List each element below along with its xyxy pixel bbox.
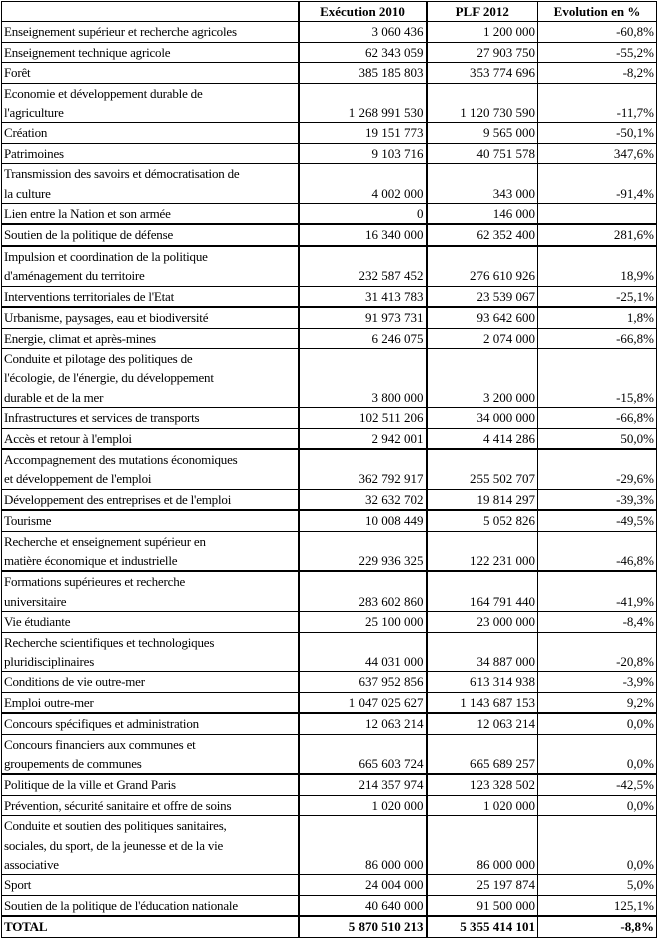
plf-2012-cell: 146 000 — [427, 204, 538, 225]
evolution-cell: -50,1% — [538, 123, 657, 143]
row-label-line: Accompagnement des mutations économiques — [4, 451, 238, 467]
evolution-cell: -66,8% — [538, 328, 657, 348]
row-label-line: l'agriculture — [4, 105, 64, 121]
plf-2012-cell: 343 000 — [427, 164, 538, 204]
execution-2010-cell: 4 002 000 — [299, 164, 427, 204]
row-label-line: Sport — [4, 877, 32, 893]
row-label-line: Energie, climat et après-mines — [4, 330, 156, 346]
row-label-line: Forêt — [4, 65, 31, 81]
plf-2012-cell: 1 200 000 — [427, 22, 538, 42]
execution-2010-cell: 3 800 000 — [299, 348, 427, 407]
row-label-line: Concours financiers aux communes et — [4, 736, 196, 752]
plf-2012-cell: 255 502 707 — [427, 449, 538, 489]
table-row — [2, 571, 657, 611]
table-row — [2, 408, 657, 428]
plf-2012-cell: 164 791 440 — [427, 571, 538, 611]
plf-2012-cell: 1 120 730 590 — [427, 83, 538, 123]
table-row — [2, 816, 657, 875]
row-label — [2, 224, 299, 245]
row-label — [2, 632, 299, 672]
plf-2012-cell: 1 143 687 153 — [427, 692, 538, 713]
execution-2010-cell: 665 603 724 — [299, 734, 427, 774]
row-label-line: Soutien de la politique de défense — [4, 227, 174, 243]
table-row — [2, 449, 657, 489]
row-label-line: Conditions de vie outre-mer — [4, 674, 145, 690]
evolution-cell: -49,5% — [538, 510, 657, 531]
row-label-line: Enseignement technique agricole — [4, 44, 171, 60]
row-label-line: sociales, du sport, de la jeunesse et de la vie — [4, 837, 224, 853]
row-label — [2, 774, 299, 795]
table-row — [2, 875, 657, 895]
row-label-line: Infrastructures et services de transports — [4, 410, 200, 426]
plf-2012-cell: 93 642 600 — [427, 307, 538, 328]
row-label — [2, 734, 299, 774]
table-row — [2, 143, 657, 163]
plf-2012-cell: 91 500 000 — [427, 895, 538, 916]
row-label-line: Politique de la ville et Grand Paris — [4, 777, 176, 793]
plf-2012-cell: 276 610 926 — [427, 246, 538, 286]
row-label-line: Création — [4, 125, 48, 141]
row-label-line: matière économique et industrielle — [4, 552, 178, 568]
table-row — [2, 123, 657, 143]
plf-2012-cell: 34 887 000 — [427, 632, 538, 672]
execution-2010-cell: 91 973 731 — [299, 307, 427, 328]
plf-2012-cell: 2 074 000 — [427, 328, 538, 348]
execution-2010-cell: 40 640 000 — [299, 895, 427, 916]
execution-2010-cell: 2 942 001 — [299, 428, 427, 449]
plf-2012-cell: 613 314 938 — [427, 672, 538, 692]
row-label — [2, 612, 299, 632]
row-label — [2, 489, 299, 510]
evolution-cell: -15,8% — [538, 348, 657, 407]
row-label-line: Concours spécifiques et administration — [4, 716, 199, 732]
row-label — [2, 449, 299, 489]
evolution-cell: 281,6% — [538, 224, 657, 245]
evolution-cell: -42,5% — [538, 774, 657, 795]
row-label-line: Impulsion et coordination de la politique — [4, 248, 208, 264]
row-label-line: Transmission des savoirs et démocratisation de — [4, 166, 240, 182]
row-label-line: Enseignement supérieur et recherche agricoles — [4, 24, 237, 40]
evolution-cell: -91,4% — [538, 164, 657, 204]
evolution-cell — [538, 204, 657, 225]
execution-2010-cell: 0 — [299, 204, 427, 225]
row-label-line: et développement de l'emploi — [4, 471, 152, 487]
row-label — [2, 816, 299, 875]
row-label — [2, 531, 299, 571]
plf-2012-cell: 1 020 000 — [427, 795, 538, 815]
evolution-cell: 5,0% — [538, 875, 657, 895]
row-label — [2, 795, 299, 815]
row-label — [2, 22, 299, 42]
execution-2010-cell: 102 511 206 — [299, 408, 427, 428]
total-plf-2012: 5 355 414 101 — [427, 916, 538, 937]
plf-2012-cell: 25 197 874 — [427, 875, 538, 895]
table-row — [2, 328, 657, 348]
plf-2012-cell: 9 565 000 — [427, 123, 538, 143]
row-label — [2, 571, 299, 611]
total-label: TOTAL — [2, 916, 299, 937]
row-label-line: Interventions territoriales de l'Etat — [4, 288, 175, 304]
execution-2010-cell: 214 357 974 — [299, 774, 427, 795]
table-row — [2, 734, 657, 774]
plf-2012-cell: 123 328 502 — [427, 774, 538, 795]
plf-2012-cell: 62 352 400 — [427, 224, 538, 245]
evolution-cell: -66,8% — [538, 408, 657, 428]
execution-2010-cell: 86 000 000 — [299, 816, 427, 875]
execution-2010-cell: 9 103 716 — [299, 143, 427, 163]
table-row — [2, 348, 657, 407]
row-label — [2, 875, 299, 895]
execution-2010-cell: 62 343 059 — [299, 42, 427, 62]
execution-2010-cell: 16 340 000 — [299, 224, 427, 245]
row-label-line: Recherche et enseignement supérieur en — [4, 533, 206, 549]
evolution-cell: 347,6% — [538, 143, 657, 163]
evolution-cell: -60,8% — [538, 22, 657, 42]
execution-2010-cell: 1 020 000 — [299, 795, 427, 815]
row-label — [2, 204, 299, 225]
evolution-cell: -8,2% — [538, 63, 657, 83]
row-label — [2, 307, 299, 328]
row-label — [2, 895, 299, 916]
execution-2010-cell: 10 008 449 — [299, 510, 427, 531]
evolution-cell: 0,0% — [538, 713, 657, 734]
table-body — [2, 22, 657, 916]
table-row — [2, 672, 657, 692]
row-label — [2, 328, 299, 348]
row-label — [2, 713, 299, 734]
plf-2012-cell: 86 000 000 — [427, 816, 538, 875]
execution-2010-cell: 1 047 025 627 — [299, 692, 427, 713]
total-execution-2010: 5 870 510 213 — [299, 916, 427, 937]
row-label-line: d'aménagement du territoire — [4, 268, 145, 284]
execution-2010-cell: 31 413 783 — [299, 286, 427, 307]
row-label — [2, 164, 299, 204]
row-label-line: Conduite et pilotage des politiques de — [4, 350, 193, 366]
table-row — [2, 286, 657, 307]
plf-2012-cell: 23 539 067 — [427, 286, 538, 307]
table-row — [2, 42, 657, 62]
evolution-cell: -41,9% — [538, 571, 657, 611]
execution-2010-cell: 229 936 325 — [299, 531, 427, 571]
plf-2012-cell: 353 774 696 — [427, 63, 538, 83]
budget-table — [1, 1, 657, 938]
row-label — [2, 428, 299, 449]
row-label-line: Economie et développement durable de — [4, 85, 203, 101]
evolution-cell: -25,1% — [538, 286, 657, 307]
total-evolution: -8,8% — [538, 916, 657, 937]
plf-2012-cell: 3 200 000 — [427, 348, 538, 407]
table-row — [2, 428, 657, 449]
table-row — [2, 774, 657, 795]
execution-2010-cell: 24 004 000 — [299, 875, 427, 895]
row-label — [2, 143, 299, 163]
row-label — [2, 42, 299, 62]
table-row — [2, 63, 657, 83]
plf-2012-cell: 27 903 750 — [427, 42, 538, 62]
row-label-line: pluridisciplinaires — [4, 654, 95, 669]
evolution-cell: 1,8% — [538, 307, 657, 328]
total-row — [2, 916, 657, 937]
execution-2010-cell: 362 792 917 — [299, 449, 427, 489]
row-label-line: Développement des entreprises et de l'emploi — [4, 491, 232, 507]
row-label — [2, 83, 299, 123]
execution-2010-cell: 12 063 214 — [299, 713, 427, 734]
row-label-line: universitaire — [4, 593, 67, 609]
row-label-line: durable et de la mer — [4, 389, 104, 405]
row-label — [2, 510, 299, 531]
execution-2010-cell: 283 602 860 — [299, 571, 427, 611]
evolution-cell: 0,0% — [538, 816, 657, 875]
table-row — [2, 795, 657, 815]
execution-2010-cell: 25 100 000 — [299, 612, 427, 632]
row-label-line: Accès et retour à l'emploi — [4, 430, 132, 446]
evolution-cell: 0,0% — [538, 795, 657, 815]
table-row — [2, 307, 657, 328]
execution-2010-cell: 3 060 436 — [299, 22, 427, 42]
plf-2012-cell: 5 052 826 — [427, 510, 538, 531]
row-label-line: Patrimoines — [4, 145, 64, 161]
header-plf-2012: PLF 2012 — [427, 2, 538, 22]
execution-2010-cell: 44 031 000 — [299, 632, 427, 672]
execution-2010-cell: 385 185 803 — [299, 63, 427, 83]
plf-2012-cell: 19 814 297 — [427, 489, 538, 510]
table-row — [2, 612, 657, 632]
table-row — [2, 22, 657, 42]
table-row — [2, 489, 657, 510]
row-label-line: la culture — [4, 185, 51, 201]
row-label — [2, 692, 299, 713]
table-row — [2, 83, 657, 123]
row-label — [2, 348, 299, 407]
plf-2012-cell: 122 231 000 — [427, 531, 538, 571]
evolution-cell: 9,2% — [538, 692, 657, 713]
row-label — [2, 286, 299, 307]
plf-2012-cell: 12 063 214 — [427, 713, 538, 734]
table-row — [2, 204, 657, 225]
table-row — [2, 246, 657, 286]
evolution-cell: -29,6% — [538, 449, 657, 489]
header-evolution: Evolution en % — [538, 2, 657, 22]
evolution-cell: -3,9% — [538, 672, 657, 692]
evolution-cell: 50,0% — [538, 428, 657, 449]
header-row — [2, 2, 657, 22]
row-label-line: Vie étudiante — [4, 614, 71, 630]
row-label — [2, 63, 299, 83]
evolution-cell: -8,4% — [538, 612, 657, 632]
evolution-cell: -11,7% — [538, 83, 657, 123]
plf-2012-cell: 34 000 000 — [427, 408, 538, 428]
row-label-line: Urbanisme, paysages, eau et biodiversité — [4, 310, 209, 326]
execution-2010-cell: 6 246 075 — [299, 328, 427, 348]
row-label — [2, 672, 299, 692]
row-label-line: Conduite et soutien des politiques sanitaires, — [4, 818, 227, 834]
row-label — [2, 246, 299, 286]
row-label-line: Prévention, sécurité sanitaire et offre de soins — [4, 797, 232, 813]
row-label-line: Emploi outre-mer — [4, 694, 94, 710]
row-label-line: Tourisme — [4, 513, 52, 529]
table-row — [2, 692, 657, 713]
plf-2012-cell: 40 751 578 — [427, 143, 538, 163]
row-label-line: Lien entre la Nation et son armée — [4, 206, 171, 222]
table-row — [2, 164, 657, 204]
header-label — [2, 2, 299, 22]
table-row — [2, 713, 657, 734]
table-row — [2, 895, 657, 916]
execution-2010-cell: 637 952 856 — [299, 672, 427, 692]
table-row — [2, 224, 657, 245]
header-execution-2010: Exécution 2010 — [299, 2, 427, 22]
plf-2012-cell: 23 000 000 — [427, 612, 538, 632]
table-row — [2, 510, 657, 531]
table-row — [2, 632, 657, 672]
row-label — [2, 123, 299, 143]
plf-2012-cell: 4 414 286 — [427, 428, 538, 449]
evolution-cell: -20,8% — [538, 632, 657, 672]
row-label-line: Soutien de la politique de l'éducation nationale — [4, 897, 238, 913]
evolution-cell: -39,3% — [538, 489, 657, 510]
row-label-line: Formations supérieures et recherche — [4, 574, 186, 590]
evolution-cell: -46,8% — [538, 531, 657, 571]
row-label-line: associative — [4, 857, 59, 873]
execution-2010-cell: 232 587 452 — [299, 246, 427, 286]
table-row — [2, 531, 657, 571]
execution-2010-cell: 1 268 991 530 — [299, 83, 427, 123]
evolution-cell: 18,9% — [538, 246, 657, 286]
execution-2010-cell: 32 632 702 — [299, 489, 427, 510]
plf-2012-cell: 665 689 257 — [427, 734, 538, 774]
evolution-cell: 0,0% — [538, 734, 657, 774]
row-label-line: Recherche scientifiques et technologiques — [4, 634, 215, 650]
execution-2010-cell: 19 151 773 — [299, 123, 427, 143]
row-label — [2, 408, 299, 428]
evolution-cell: 125,1% — [538, 895, 657, 916]
evolution-cell: -55,2% — [538, 42, 657, 62]
row-label-line: l'écologie, de l'énergie, du développement — [4, 370, 214, 386]
row-label-line: groupements de communes — [4, 756, 142, 772]
